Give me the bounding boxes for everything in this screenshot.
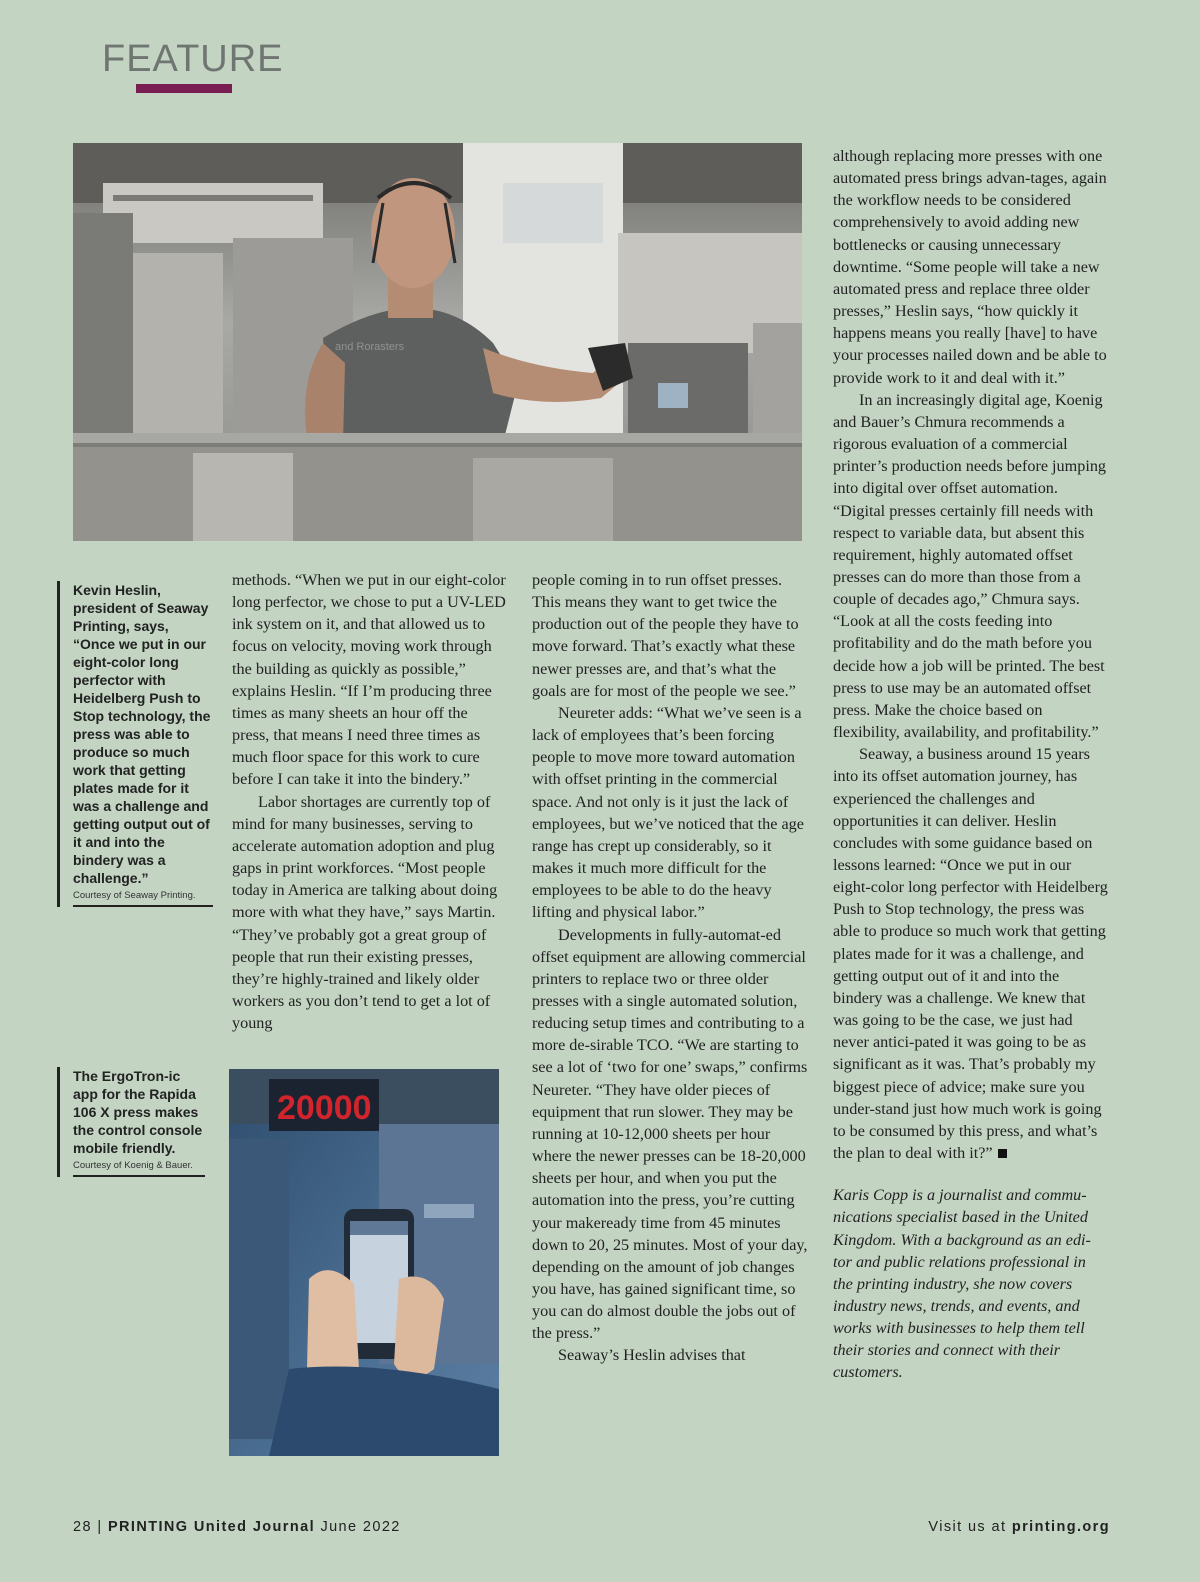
paragraph: people coming in to run offset presses. This means they want to get twice the production out of the people they have to move forward. That’s exactly what these newer presses are, and that’s what the goals are for most of the people we see.” [532,571,799,700]
caption-text: Kevin Heslin, president of Seaway Printing, says, “Once we put in our eight-color long perfector with Heidelberg Push to Stop technology, the press was able to produce so much work that getting plates made for it was a challenge and getting output out of it and into the bindery was a challenge.” [73,582,211,886]
visit-prefix: Visit us at [928,1519,1007,1535]
paragraph: In an increasingly digital age, Koenig and Bauer’s Chmura recommends a rigorous evaluation of a commercial printer’s production needs before jumping into digital over offset automation. “Digital presses certainly fill needs with respect to variable data, but absent this requirement, highly automated offset presses can do more than those from a couple of decades ago,” Chmura says. “Look at all the costs feeding into profitability and do the math before you decide how a job will be printed. The best press to use may be an automated offset press. Make the choice based on flexibility, availability, and profitability.” [833,390,1107,742]
caption-text: The ErgoTron-ic app for the Rapida 106 X press makes the control console mobile friendly. [73,1068,203,1156]
press-operator-photo [73,143,802,541]
ergotronic-app-photo [229,1069,499,1456]
end-of-article-mark [998,1149,1007,1158]
caption-credit: Courtesy of Koenig & Bauer. [73,1160,205,1177]
publication-name: PRINTING United Journal [107,1519,315,1535]
paragraph: Neureter adds: “What we’ve seen is a lack of employees that’s been forcing people to move more toward automation with offset printing in the commercial space. And not only is it just the lack of employees, but we’ve noticed that the age range has crept up considerably, so it makes it much more difficult for the employees to be able to do the heavy lifting and physical labor.” [532,703,804,922]
paragraph: Labor shortages are currently top of mind for many businesses, serving to accelerate automation adoption and plug gaps in print workforces. “Most people today in America are talking about doing more with what they have,” says Martin. “They’ve probably got a great group of people that run their existing presses, they’re highly-trained and likely older workers as you don’t tend to get a lot of young [232,792,498,1033]
photo-caption-heslin [57,581,213,907]
shirt-print-text: and Rorasters [335,341,405,353]
footer-separator: | [97,1519,103,1535]
page-number: 28 [73,1519,92,1535]
author-bio: Karis Copp is a journalist and commu-nications specialist based in the United Kingdom. With a background as an edi-tor and public relations professional in the printing industry, she now covers industry news, trends, and events, and works with businesses to help them tell their stories and connect with their customers. [833,1186,1091,1382]
paragraph: although replacing more presses with one automated press brings advan-tages, again the workflow needs to be considered comprehensively to avoid adding new bottlenecks or causing unnecessary downtime. “Some people will take a new automated press and replace three older presses,” Heslin says, “how quickly it happens means you really [have] to have your processes nailed down and be able to provide work to it and deal with it.” [833,147,1107,387]
photo-caption-ergotronic [57,1067,205,1177]
caption-credit: Courtesy of Seaway Printing. [73,890,213,907]
paragraph: methods. “When we put in our eight-color long perfector, we chose to put a UV-LED ink system on it, and that allowed us to focus on velocity, moving work through the building as quickly as possible,” explains Heslin. “If I’m producing three times as many sheets an hour off the press, that means I need three times as much floor space for this work to cure before I can take it into the bindery.” [232,571,506,789]
article-column-3 [833,145,1109,1384]
paragraph-text: Seaway, a business around 15 years into its offset automation journey, has experienced the challenges and opportunities it can deliver. Heslin concludes with some guidance based on lessons learned: “Once we put in our eight-color long perfector with Heidelberg Push to Stop technology, the press was able to produce so much work that getting plates made for it was a challenge, and getting output out of it and into the bindery was a challenge. We knew that was going to be the case, we just had never antici-pated it was going to be as significant as it was. That’s probably my biggest piece of advice; make sure you under-stand just how much work is going to be consumed by this press, and what’s the plan to deal with it?” [833,745,1108,1163]
article-column-1 [232,569,508,1034]
issue-date: June 2022 [320,1519,401,1535]
page-footer-right [928,1519,1110,1535]
section-accent-rule [136,84,232,93]
paragraph [833,743,1109,1164]
section-label: FEATURE [102,38,284,80]
article-column-2 [532,569,810,1367]
website-link[interactable]: printing.org [1011,1519,1110,1535]
paragraph: Seaway’s Heslin advises that [558,1346,746,1365]
page-footer-left [73,1519,401,1535]
paragraph: Developments in fully-automat-ed offset equipment are allowing commercial printers to replace two or three older presses with a single automated solution, reducing setup times and contributing to a more de-sirable TCO. “We are starting to see a lot of ‘two for one’ swaps,” confirms Neureter. “They have older pieces of equipment that run slower. They may be running at 10-12,000 sheets per hour where the newer presses can be 18-20,000 sheets per hour, and when you put the automation into the press, you’re cutting your makeready time from 45 minutes down to 20, 25 minutes. Most of your day, depending on the amount of job changes you have, has gained significant time, so you can do almost double the jobs out of the press.” [532,925,808,1343]
press-speed-display: 20000 [277,1089,372,1127]
